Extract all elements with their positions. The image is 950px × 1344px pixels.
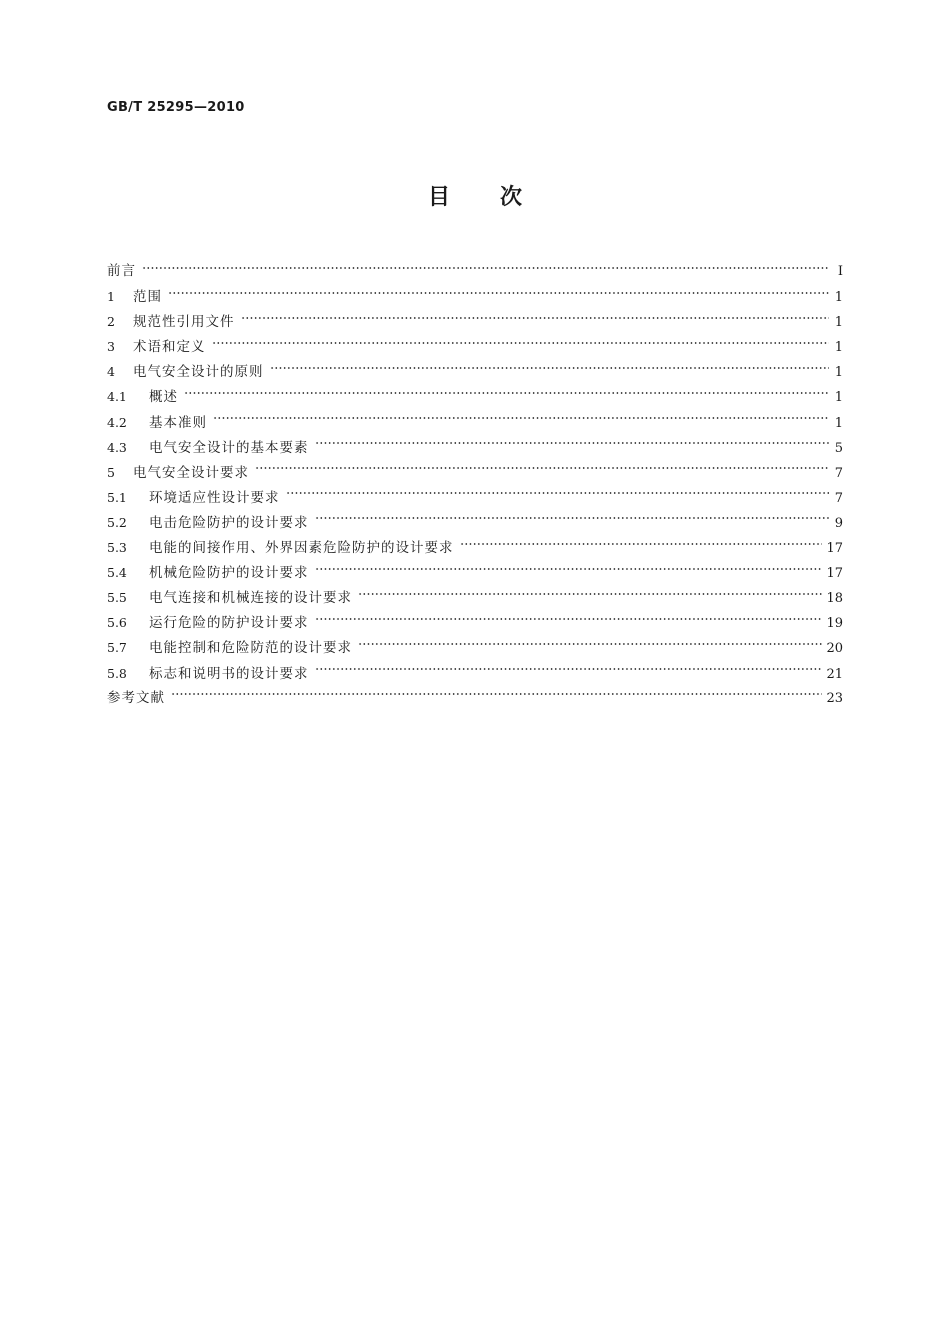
toc-entry-label: 电气连接和机械连接的设计要求 [149,590,352,607]
toc-entry-number: 5.8 [107,665,127,681]
toc-entry-number: 4 [107,364,115,380]
dot-leader [212,342,830,344]
toc-entry-page: Ⅰ [837,264,843,279]
toc-entry-label: 基本准则 [149,414,207,431]
toc-entry-page: 7 [834,490,843,506]
toc-entry-label: 电气安全设计的基本要素 [149,439,309,456]
toc-entry-label: 概述 [149,389,178,406]
toc-entry-page: 1 [834,340,843,356]
toc-entry-label: 前言 [107,263,136,279]
dot-leader [358,593,822,595]
table-of-contents [107,259,843,711]
toc-entry-page: 9 [834,515,843,531]
toc-entry[interactable] [107,585,843,610]
standard-code: GB/T 25295—2010 [107,100,245,115]
toc-entry-label: 电气安全设计要求 [133,464,249,481]
dot-leader [213,417,829,419]
dot-leader [315,517,830,519]
dot-leader [315,668,823,670]
page-title: 目次 [427,185,572,210]
toc-entry[interactable] [107,635,843,660]
toc-entry[interactable] [107,535,843,560]
toc-entry-page: 1 [834,365,843,381]
toc-entry[interactable] [107,435,843,460]
toc-entry-page: 5 [834,440,843,456]
dot-leader [358,643,822,645]
toc-entry-page: 1 [834,415,843,431]
dot-leader [286,492,830,494]
toc-entry-page: 17 [826,566,843,582]
toc-entry-page: 20 [826,641,843,657]
toc-entry[interactable] [107,686,843,711]
toc-entry[interactable] [107,259,843,284]
toc-entry-number: 1 [107,289,115,305]
dot-leader [171,693,822,695]
dot-leader [315,568,823,570]
toc-entry-page: 7 [834,465,843,481]
toc-entry[interactable] [107,334,843,359]
toc-entry[interactable] [107,560,843,585]
dot-leader [241,317,830,319]
toc-entry-number: 5.1 [107,489,127,505]
dot-leader [315,442,830,444]
toc-entry-page: 21 [826,666,843,682]
toc-entry[interactable] [107,661,843,686]
toc-entry[interactable] [107,384,843,409]
toc-entry-label: 机械危险防护的设计要求 [149,565,309,582]
toc-entry-page: 18 [826,591,843,607]
dot-leader [168,292,829,294]
toc-entry-number: 5.4 [107,565,127,581]
dot-leader [315,618,823,620]
toc-entry-page: 1 [834,290,843,306]
toc-entry-number: 5.7 [107,640,127,656]
toc-entry-number: 4.2 [107,414,127,430]
toc-entry[interactable] [107,284,843,309]
toc-entry[interactable] [107,610,843,635]
toc-entry-label: 运行危险的防护设计要求 [149,615,309,632]
toc-entry[interactable] [107,485,843,510]
dot-leader [142,267,829,269]
toc-entry[interactable] [107,359,843,384]
toc-entry-page: 19 [826,616,843,632]
dot-leader [460,543,823,545]
toc-entry-page: 23 [826,690,843,706]
toc-entry-number: 5.6 [107,615,127,631]
toc-entry-label: 规范性引用文件 [133,314,235,331]
toc-entry-number: 3 [107,339,115,355]
toc-entry-label: 电气安全设计的原则 [133,364,264,381]
toc-entry-number: 5.3 [107,540,127,556]
toc-entry[interactable] [107,410,843,435]
toc-entry-number: 4.3 [107,439,127,455]
toc-entry-page: 1 [834,390,843,406]
toc-entry-label: 术语和定义 [133,339,206,356]
toc-entry-page: 17 [826,541,843,557]
toc-entry-page: 1 [834,315,843,331]
toc-entry-number: 5.5 [107,590,127,606]
toc-entry-number: 2 [107,314,115,330]
toc-entry-label: 标志和说明书的设计要求 [149,665,309,682]
toc-entry-label: 电击危险防护的设计要求 [149,514,309,531]
dot-leader [255,467,829,469]
toc-entry-label: 环境适应性设计要求 [149,489,280,506]
toc-entry[interactable] [107,510,843,535]
dot-leader [270,367,830,369]
toc-entry-label: 电能控制和危险防范的设计要求 [149,640,352,657]
toc-entry-label: 电能的间接作用、外界因素危险防护的设计要求 [149,540,454,557]
toc-entry-number: 5.2 [107,514,127,530]
toc-entry-number: 5 [107,464,115,480]
dot-leader [184,392,829,394]
toc-entry-label: 范围 [133,289,162,306]
toc-entry[interactable] [107,309,843,334]
toc-entry-label: 参考文献 [107,689,165,706]
toc-entry-number: 4.1 [107,389,127,405]
toc-entry[interactable] [107,460,843,485]
